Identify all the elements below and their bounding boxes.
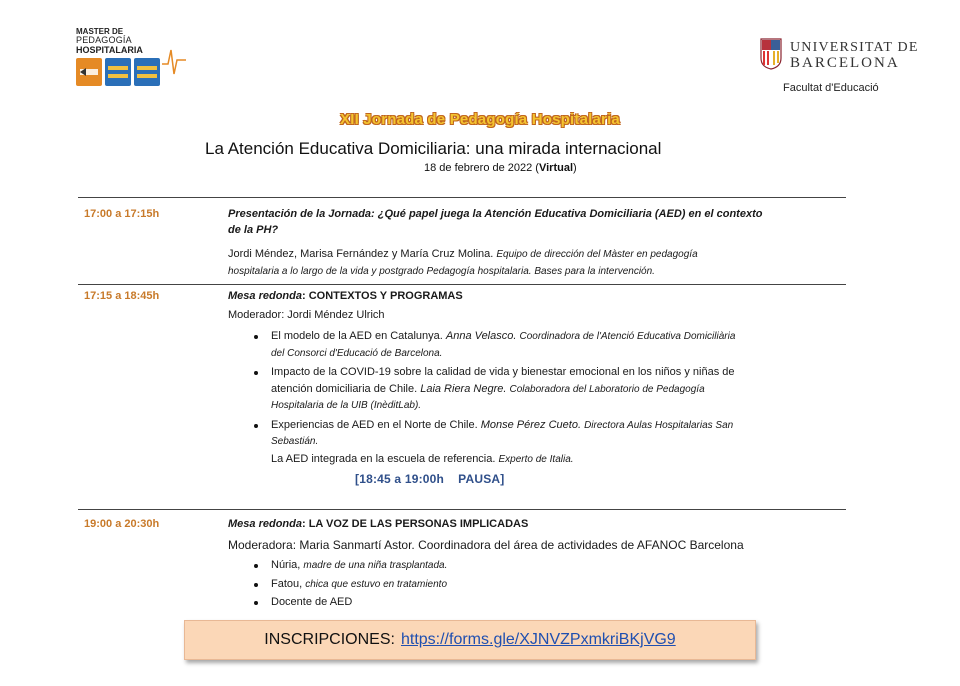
item-speaker: Anna Velasco. (445, 330, 517, 342)
divider (78, 284, 846, 285)
item-speaker: Núria, (271, 559, 301, 571)
event-date (424, 162, 577, 174)
date-close: ) (573, 162, 577, 174)
item-role: Directora Aulas Hospitalarias San (584, 420, 734, 431)
registration-label: INSCRIPCIONES: (264, 631, 395, 648)
bullet-icon (254, 424, 258, 428)
item-role: Colaboradora del Laboratorio de Pedagogía (509, 384, 705, 395)
bullet-icon (254, 371, 258, 375)
date-mode: Virtual (538, 162, 574, 174)
list-item-cont (271, 433, 318, 450)
session-title-prefix: Mesa redonda (228, 290, 302, 302)
pencil-tiles-icon (76, 58, 162, 86)
list-item-cont (271, 397, 421, 414)
logo-line-1: MASTER DE (76, 27, 124, 36)
session-title-main: : LA VOZ DE LAS PERSONAS IMPLICADAS (301, 518, 529, 530)
list-item: Impacto de la COVID-19 sobre la calidad de vida y bienestar emocional en los niños y niñas de (271, 366, 735, 378)
session-description-cont (228, 263, 655, 280)
item-topic: El modelo de la AED en Catalunya. (271, 330, 443, 342)
item-topic: La AED integrada en la escuela de referencia. (271, 453, 496, 465)
session-time: 17:15 a 18:45h (84, 290, 160, 302)
event-title: XII Jornada de Pedagogía Hospitalaria (340, 111, 620, 128)
master-pedagogia-logo (76, 28, 186, 92)
list-item (271, 576, 447, 593)
item-role-cont: del Consorci d'Educació de Barcelona. (271, 348, 443, 359)
session-time: 17:00 a 17:15h (84, 208, 160, 220)
item-topic: Experiencias de AED en el Norte de Chile. (271, 419, 478, 431)
heartbeat-icon (162, 38, 186, 78)
list-item (271, 557, 447, 574)
item-speaker: Fatou, (271, 578, 303, 590)
session-title-cont: de la PH? (228, 224, 279, 236)
list-item: Docente de AED (271, 596, 353, 608)
session-title (228, 288, 463, 304)
bullet-icon (254, 583, 258, 587)
pause-text: [18:45 a 19:00h PAUSA] (355, 472, 505, 486)
session-time: 19:00 a 20:30h (84, 518, 160, 530)
item-role: Coordinadora de l'Atenció Educativa Domiciliària (519, 331, 736, 342)
list-item (271, 417, 733, 434)
registration-link[interactable]: https://forms.gle/XJNVZPxmkriBKjVG9 (400, 631, 676, 648)
pause-label (355, 472, 505, 486)
bullet-icon (254, 335, 258, 339)
session-title: Presentación de la Jornada: ¿Qué papel juega la Atención Educativa Domiciliaria (AED) en el contexto (228, 208, 763, 220)
session-moderator: Moderadora: Maria Sanmartí Astor. Coordinadora del área de actividades de AFANOC Barcelona (228, 538, 744, 552)
session-authors-line (228, 246, 698, 263)
ub-name-line-1: UNIVERSITAT DE (790, 40, 919, 55)
list-item-cont (271, 345, 442, 362)
registration-banner (184, 620, 756, 660)
faculty-label: Facultat d'Educació (783, 82, 879, 94)
list-item-cont (271, 381, 705, 398)
item-role-cont: Sebastián. (271, 436, 319, 447)
divider (78, 509, 846, 510)
list-item-extra (271, 451, 574, 468)
divider (78, 197, 846, 198)
date-text: 18 de febrero de 2022 ( (424, 162, 539, 174)
event-subtitle: La Atención Educativa Domiciliaria: una mirada internacional (205, 139, 662, 158)
item-role: Experto de Italia. (498, 454, 574, 465)
item-role: chica que estuvo en tratamiento (305, 579, 448, 590)
session-title-prefix: Mesa redonda (228, 518, 302, 530)
session-authors: Jordi Méndez, Marisa Fernández y María Cruz Molina. (228, 248, 494, 260)
ub-shield-icon (760, 38, 782, 70)
logo-line-2: PEDAGOGÍA (76, 35, 132, 45)
item-speaker: Monse Pérez Cueto. (480, 419, 582, 431)
session-title (228, 516, 528, 532)
item-topic-cont: atención domiciliaria de Chile. (271, 383, 418, 395)
session-description-text: hospitalaria a lo largo de la vida y postgrado Pedagogía hospitalaria. Bases para la intervención. (228, 266, 655, 277)
bullet-icon (254, 601, 258, 605)
item-role: madre de una niña trasplantada. (303, 560, 448, 571)
session-description: Equipo de dirección del Màster en pedagogía (496, 249, 698, 260)
bullet-icon (254, 564, 258, 568)
universitat-barcelona-logo (756, 34, 919, 104)
logo-line-3: HOSPITALARIA (76, 45, 143, 55)
ub-name-line-2: BARCELONA (790, 55, 900, 71)
session-title-main: : CONTEXTOS Y PROGRAMAS (301, 290, 463, 302)
session-moderator: Moderador: Jordi Méndez Ulrich (228, 309, 385, 321)
item-role-cont: Hospitalaria de la UIB (InèditLab). (271, 400, 422, 411)
item-speaker: Laia Riera Negre. (420, 383, 507, 395)
list-item (271, 328, 735, 345)
